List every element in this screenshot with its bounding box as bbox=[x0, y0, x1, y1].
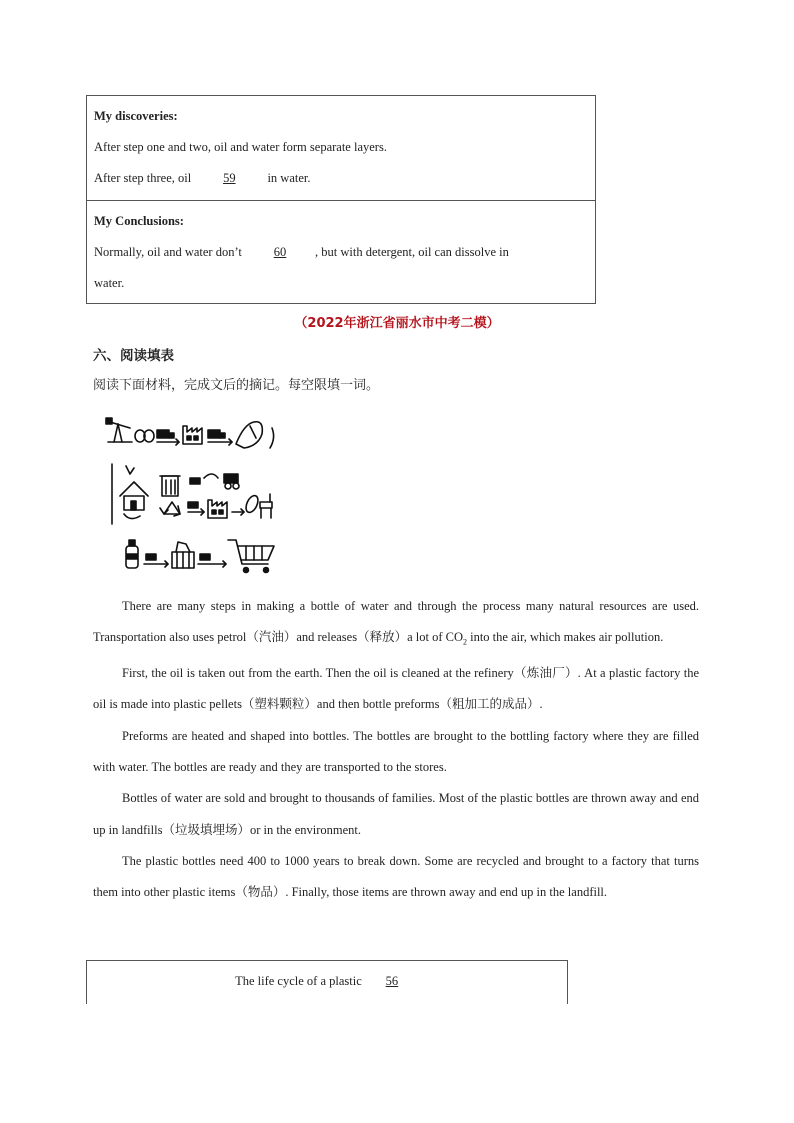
p1-text-b: into the air, which makes air pollution. bbox=[466, 630, 664, 645]
paragraph-4: Bottles of water are sold and brought to thousands of families. Most of the plastic bottles are thrown away and end up in landfills（垃圾填埋场）or in the environment. bbox=[93, 791, 699, 837]
conclusions-line-1 bbox=[94, 245, 509, 260]
items-icon bbox=[232, 494, 272, 518]
summary-table bbox=[86, 960, 568, 1004]
paragraph-3: Preforms are heated and shaped into bottles. The bottles are brought to the bottling factory where they are filled with water. The bottles are ready and they are transported to the stores. bbox=[93, 728, 699, 774]
section-title: 六、阅读填表 bbox=[93, 348, 174, 364]
oil-pump-icon bbox=[106, 418, 132, 442]
barrels-icon bbox=[135, 430, 154, 442]
truck-icon bbox=[188, 502, 204, 515]
lifecycle-drawing bbox=[104, 404, 284, 576]
blank-59: 59 bbox=[223, 171, 236, 185]
box-divider bbox=[87, 200, 595, 201]
line2-after: in water. bbox=[267, 171, 311, 185]
line3-after: , but with detergent, oil can dissolve in bbox=[315, 245, 509, 259]
paragraph-2: First, the oil is taken out from the earth. Then the oil is cleaned at the refinery（炼油厂）. At a plastic factory the oil is made into plastic pellets（塑料颗粒）and then bottle preforms（粗加工的成品）. bbox=[93, 666, 699, 712]
truck-icon bbox=[157, 430, 179, 445]
table-title-text: The life cycle of a plastic bbox=[235, 974, 362, 988]
discoveries-box bbox=[86, 95, 596, 304]
table-title bbox=[87, 974, 567, 989]
paragraph-1 bbox=[93, 591, 699, 658]
truck-icon bbox=[208, 430, 232, 445]
instruction: 阅读下面材料，完成文后的摘记。每空限填一词。 bbox=[93, 378, 380, 393]
conclusions-line-2: water. bbox=[94, 276, 125, 290]
house-icon bbox=[120, 482, 148, 519]
source-label: （2022年浙江省丽水市中考二模） bbox=[294, 316, 500, 331]
discoveries-heading: My discoveries: bbox=[94, 109, 178, 123]
bottle-icon bbox=[126, 540, 138, 568]
lifecycle-figure bbox=[104, 404, 284, 576]
line3-before: Normally, oil and water don’t bbox=[94, 245, 242, 259]
blank-60: 60 bbox=[273, 245, 287, 259]
bottling-factory-icon bbox=[172, 542, 194, 568]
factory-icon bbox=[183, 426, 202, 444]
recycle-icon bbox=[160, 502, 180, 516]
shopping-cart-icon bbox=[228, 540, 274, 573]
trash-can-icon bbox=[160, 476, 180, 496]
line2-before: After step three, oil bbox=[94, 171, 192, 185]
discoveries-line-1: After step one and two, oil and water form separate layers. bbox=[94, 140, 387, 154]
conclusions-heading: My Conclusions: bbox=[94, 214, 184, 228]
hand-bottle-icon bbox=[236, 422, 274, 448]
p1-text-a: There are many steps in making a bottle of water and through the process many natural resources are used. Transportation also uses petrol（汽油）and releases（释放）a lot of CO bbox=[93, 599, 699, 645]
factory-icon bbox=[208, 500, 227, 518]
paragraph-5: The plastic bottles need 400 to 1000 years to break down. Some are recycled and brought to a factory that turns them into other plastic items（物品）. Finally, those items are thrown away and end up in the landfill. bbox=[93, 853, 699, 900]
truck-icon bbox=[198, 554, 226, 567]
blank-56: 56 bbox=[385, 974, 399, 988]
discoveries-line-2 bbox=[94, 171, 310, 186]
co2-subscript: 2 bbox=[462, 637, 467, 647]
truck-icon bbox=[190, 474, 239, 489]
truck-icon bbox=[144, 554, 168, 567]
reading-passage bbox=[93, 591, 699, 908]
